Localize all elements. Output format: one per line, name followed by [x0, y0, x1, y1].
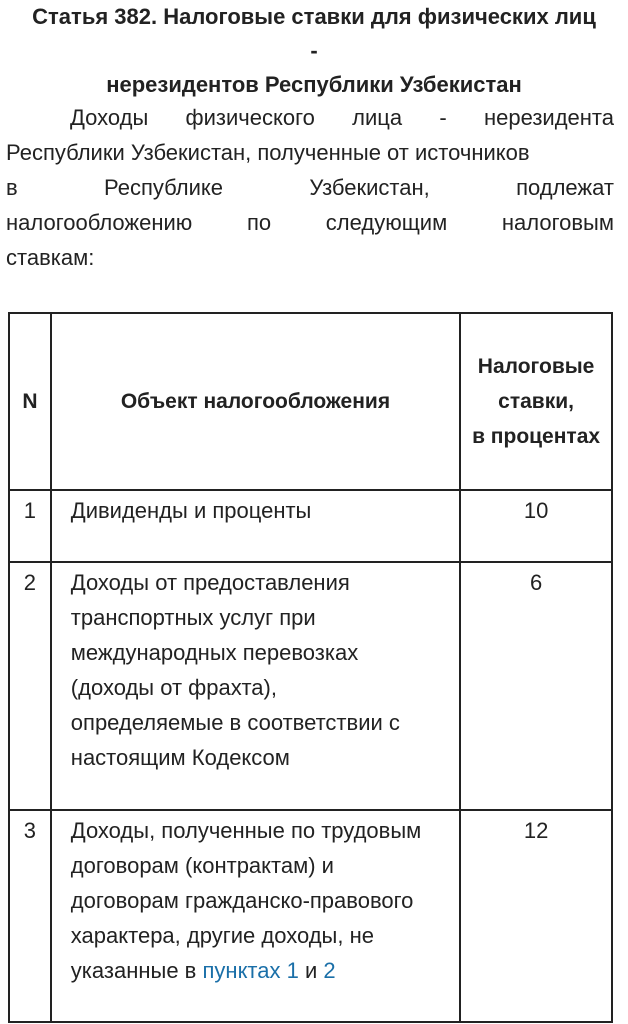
row-rate: 6 [460, 562, 612, 810]
tax-rates-table [8, 312, 613, 1023]
article-title-dash: - [310, 38, 318, 63]
table-row [9, 490, 612, 562]
row-number: 2 [9, 562, 51, 810]
object-line-last [71, 953, 451, 988]
object-line: Доходы от предоставления [70, 570, 350, 595]
intro-word: подлежат [516, 175, 614, 200]
row-object [51, 562, 460, 810]
object-line: (доходы от фрахта), [70, 675, 277, 700]
header-rate-line1: Налоговые [477, 355, 595, 378]
row-object [51, 810, 460, 1022]
intro-word: Узбекистан, [309, 175, 430, 200]
intro-word: налогообложению [6, 210, 193, 235]
object-text: и [304, 958, 318, 983]
intro-line-1 [6, 100, 614, 135]
intro-word: в [6, 175, 18, 200]
intro-line-4 [6, 205, 614, 240]
link-points-1[interactable]: пунктах 1 [202, 958, 299, 983]
intro-paragraph [6, 100, 614, 275]
intro-text-1: Доходы физического лица - нерезидента [70, 105, 614, 130]
header-object: Объект налогообложения [51, 313, 460, 490]
object-line: договорам гражданско-правового [70, 888, 414, 913]
row-number: 3 [9, 810, 51, 1022]
object-line: настоящим Кодексом [70, 745, 290, 770]
row-rate: 12 [460, 810, 612, 1022]
article-title-line2: нерезидентов Республики Узбекистан [106, 72, 522, 97]
row-object: Дивиденды и проценты [51, 490, 460, 562]
table-header-row [9, 313, 612, 490]
header-n: N [9, 313, 51, 490]
table-row [9, 810, 612, 1022]
header-rate-line3: в процентах [472, 425, 601, 448]
intro-line-2: Республики Узбекистан, полученные от источников [6, 140, 530, 165]
object-text: указанные в [70, 958, 197, 983]
header-rate-line2: ставки, [498, 390, 574, 413]
row-rate: 10 [460, 490, 612, 562]
object-line: договорам (контрактам) и [70, 853, 334, 878]
link-point-2[interactable]: 2 [323, 958, 336, 983]
article-title-line1: Статья 382. Налоговые ставки для физических лиц [32, 4, 596, 29]
table-row [9, 562, 612, 810]
intro-line-3 [6, 170, 614, 205]
row-number: 1 [9, 490, 51, 562]
object-line: Доходы, полученные по трудовым [70, 818, 422, 843]
object-line: международных перевозках [70, 640, 359, 665]
intro-word: следующим [325, 210, 448, 235]
article-title [0, 0, 628, 102]
header-rate [460, 313, 612, 490]
intro-word: по [246, 210, 272, 235]
object-line: определяемые в соответствии с [70, 710, 400, 735]
intro-word: налоговым [501, 210, 614, 235]
intro-word: Республике [104, 175, 223, 200]
object-line: характера, другие доходы, не [70, 923, 374, 948]
object-line: транспортных услуг при [70, 605, 316, 630]
intro-line-5: ставкам: [6, 245, 95, 270]
